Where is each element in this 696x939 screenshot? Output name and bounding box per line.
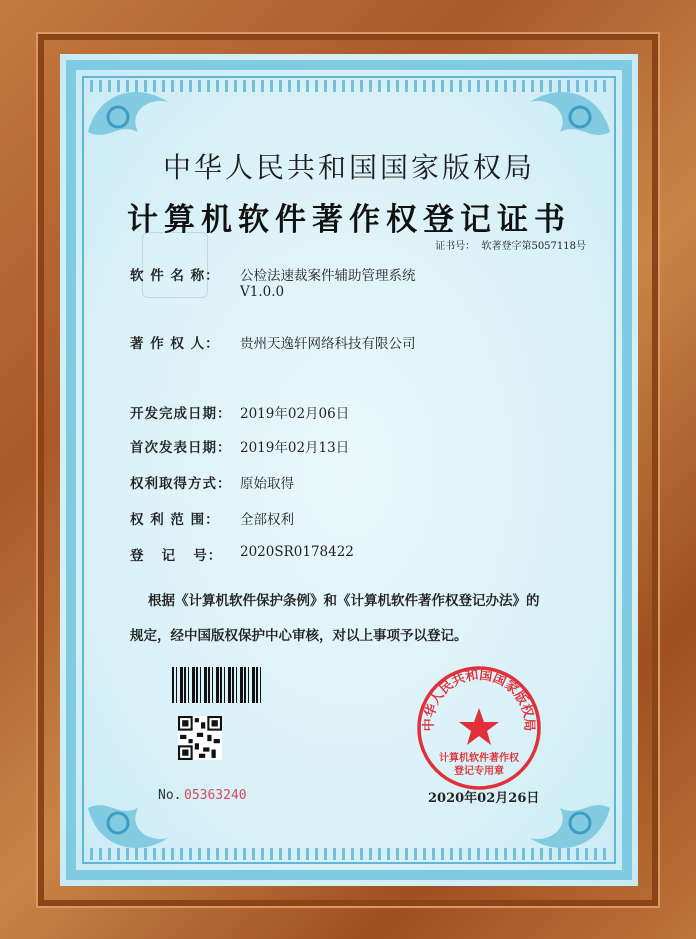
svg-text:中华人民共和国国家版权局: 中华人民共和国国家版权局 (421, 667, 537, 732)
corner-ornament-bottom-left (78, 768, 198, 868)
field-label-registration-no: 登 记 号： (130, 548, 223, 564)
certificate-paper (60, 54, 638, 886)
field-label-scope: 权 利 范 围： (130, 512, 220, 528)
field-value-scope: 全部权利 (240, 512, 294, 528)
serial-number: 05363240 (184, 788, 247, 803)
field-value-version: V1.0.0 (240, 284, 285, 300)
statement-line-1: 根据《计算机软件保护条例》和《计算机软件著作权登记办法》的 (148, 593, 540, 609)
certificate-title: 计算机软件著作权登记证书 (127, 202, 571, 238)
serial-label: No. (158, 788, 182, 803)
statement-line-2: 规定，经中国版权保护中心审核，对以上事项予以登记。 (130, 628, 468, 644)
field-label-publish-date: 首次发表日期： (130, 440, 232, 456)
field-label-software-name: 软 件 名 称： (130, 268, 220, 284)
field-value-registration-no: 2020SR0178422 (240, 544, 354, 560)
field-value-software-name: 公检法速裁案件辅助管理系统 (240, 268, 416, 284)
issuer-heading: 中华人民共和国国家版权局 (162, 151, 535, 184)
issue-date: 2020年02月26日 (428, 791, 540, 806)
cert-no-label: 证书号： (435, 241, 476, 252)
field-value-completion-date: 2019年02月06日 (240, 406, 350, 422)
certificate-number (435, 237, 586, 252)
field-value-owner: 贵州天逸轩网络科技有限公司 (240, 336, 416, 352)
field-value-acquisition: 原始取得 (240, 476, 294, 492)
field-value-publish-date: 2019年02月13日 (240, 440, 350, 456)
field-label-owner: 著 作 权 人： (130, 336, 220, 352)
cert-no-value: 软著登字第5057118号 (481, 241, 586, 252)
field-label-completion-date: 开发完成日期： (130, 406, 232, 422)
svg-text:登记专用章: 登记专用章 (454, 766, 504, 777)
barcode (172, 667, 262, 703)
qr-code (178, 716, 222, 760)
svg-text:计算机软件著作权: 计算机软件著作权 (439, 753, 519, 764)
official-seal (415, 664, 543, 792)
field-label-acquisition: 权利取得方式： (130, 476, 232, 492)
